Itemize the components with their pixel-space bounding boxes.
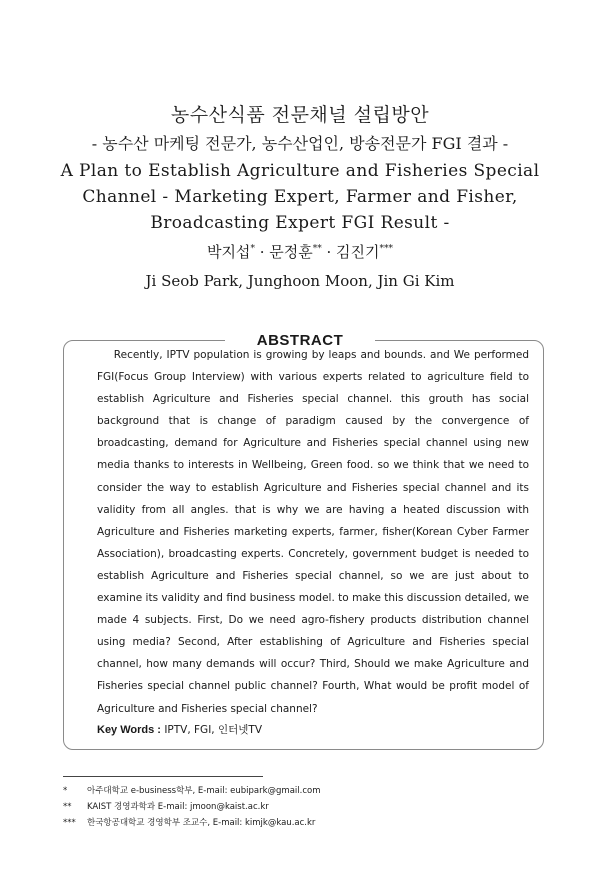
footnotes [63,783,543,831]
author-3-mark: *** [379,244,394,254]
author-1-mark: * [250,244,255,254]
title-en-line-2: Channel - Marketing Expert, Farmer and Fisher, [82,187,518,207]
footnote [63,815,543,831]
author-1-name: 박지섭 [206,243,251,261]
author-3-name: 김진기 [336,243,380,261]
footnote-mark: *** [63,818,76,828]
footnote-mark: * [63,786,68,796]
footnote-text: 한국항공대학교 경영학부 조교수, E-mail: kimjk@kau.ac.kr [87,818,316,828]
keywords [97,722,262,737]
footnote [63,799,543,815]
authors-korean [0,241,600,262]
abstract-body: Recently, IPTV population is growing by leaps and bounds. and We performed FGI(Focus Group Interview) with various experts related to agriculture field to establish Agriculture and Fisheries special channel. this grouth has social background that is change of paradigm caused by the convergence of broadcasting, demand for Agriculture and Fisheries special channel using new media thanks to interests in Wellbeing, Green food. so we think that we need to consider the way to establish Agriculture and Fisheries special channel and its validity from all angles. that is why we are having a heated discussion with Agriculture and Fisheries marketing experts, farmer, fisher(Korean Cyber Farmer Association), broadcasting experts. Concretely, government budget is needed to establish Agriculture and Fisheries special channel, so we are just about to examine its validity and find business model. to make this discussion detailed, we made 4 subjects. First, Do we need agro-fishery products distribution channel using media? Second, After establishing of Agriculture and Fisheries special channel, how many demands will occur? Third, Should we make Agriculture and Fisheries special channel public channel? Fourth, What would be profit model of Agriculture and Fisheries special channel? [97,349,529,715]
footnote-mark: ** [63,802,72,812]
footnote-text: 아주대학교 e-business학부, E-mail: eubipark@gmail.com [87,786,321,796]
author-separator: · [254,243,270,261]
keywords-value: IPTV, FGI, 인터넷TV [160,724,262,736]
footnote [63,783,543,799]
author-2-mark: ** [312,244,322,254]
title-en-line-3: Broadcasting Expert FGI Result - [150,213,450,233]
paper-title-english [40,158,560,236]
authors-english: Ji Seob Park, Junghoon Moon, Jin Gi Kim [145,272,455,290]
author-2-name: 문정훈 [269,243,313,261]
keywords-label: Key Words : [97,724,161,736]
author-separator: · [321,243,337,261]
abstract-heading: ABSTRACT [225,328,375,354]
paper-title-korean: 농수산식품 전문채널 설립방안 [170,104,430,126]
title-en-line-1: A Plan to Establish Agriculture and Fisheries Special [60,161,540,181]
paper-subtitle-korean: - 농수산 마케팅 전문가, 농수산업인, 방송전문가 FGI 결과 - [91,134,509,153]
footnote-divider [63,776,263,777]
footnote-text: KAIST 경영과학과 E-mail: jmoon@kaist.ac.kr [87,802,269,812]
